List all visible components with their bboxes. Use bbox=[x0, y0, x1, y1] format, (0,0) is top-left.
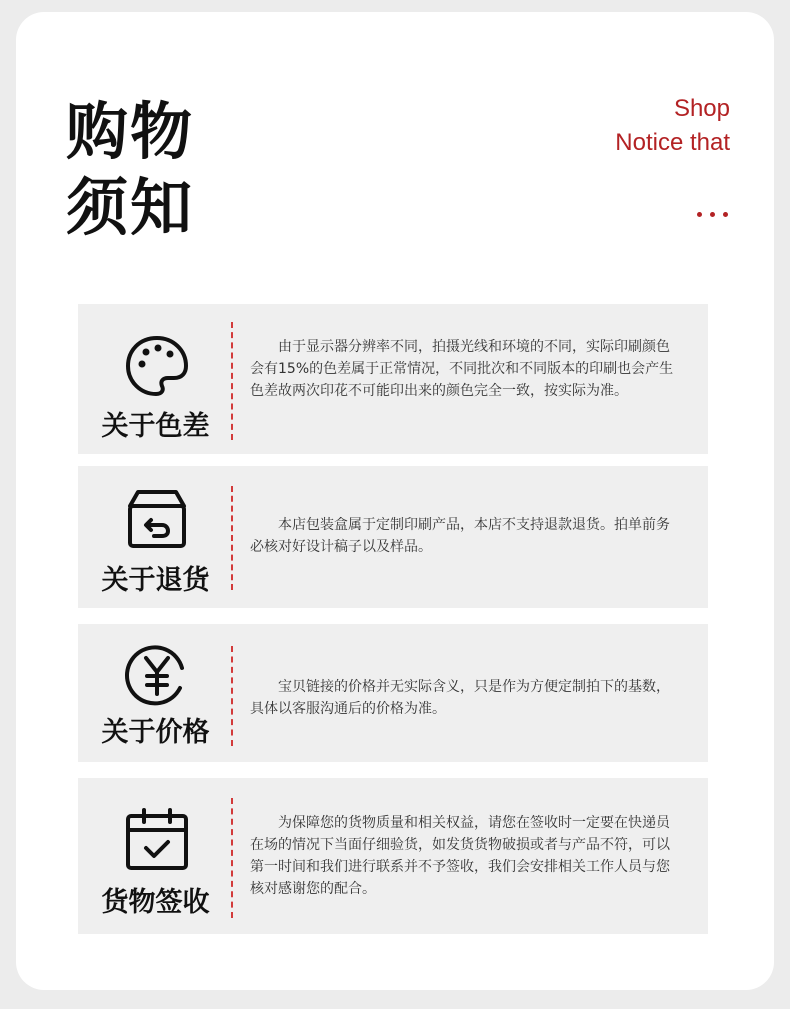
calendar-check-icon bbox=[120, 804, 194, 878]
notice-label: 关于价格 bbox=[101, 717, 210, 748]
notice-returns bbox=[78, 466, 708, 608]
notice-label: 关于色差 bbox=[101, 411, 210, 442]
notice-card bbox=[16, 12, 774, 990]
notice-color-difference bbox=[78, 304, 708, 454]
notice-price bbox=[78, 624, 708, 762]
subtitle-line-2: Notice that bbox=[615, 129, 730, 156]
palette-icon bbox=[120, 330, 194, 404]
notice-label: 货物签收 bbox=[101, 887, 210, 918]
title-line-1: 购物 bbox=[66, 95, 195, 168]
notice-text: 本店包装盒属于定制印刷产品，本店不支持退款退货。拍单前务必核对好设计稿子以及样品。 bbox=[250, 517, 670, 555]
ellipsis-dots bbox=[697, 212, 728, 217]
dashed-divider bbox=[231, 322, 233, 440]
notice-text: 为保障您的货物质量和相关权益，请您在签收时一定要在快递员在场的情况下当面仔细验货，如发货货物破损或者与产品不符，可以第一时间和我们进行联系并不予签收，我们会安排相关工作人员与您核对感谢您的配合。 bbox=[250, 815, 670, 897]
dashed-divider bbox=[231, 646, 233, 746]
notice-label: 关于退货 bbox=[101, 565, 210, 596]
title-line-2: 须知 bbox=[66, 171, 195, 244]
dashed-divider bbox=[231, 798, 233, 918]
page-title bbox=[66, 94, 194, 246]
dashed-divider bbox=[231, 486, 233, 590]
notice-delivery-signing bbox=[78, 778, 708, 934]
english-subtitle bbox=[615, 92, 730, 160]
return-box-icon bbox=[120, 482, 194, 556]
notice-text: 由于显示器分辨率不同，拍摄光线和环境的不同，实际印刷颜色会有15%的色差属于正常情况，不同批次和不同版本的印刷也会产生色差故两次印花不可能印出来的颜色完全一致，按实际为准。 bbox=[250, 339, 674, 399]
notice-text: 宝贝链接的价格并无实际含义，只是作为方便定制拍下的基数，具体以客服沟通后的价格为准。 bbox=[250, 679, 670, 717]
yen-icon bbox=[120, 638, 194, 712]
subtitle-line-1: Shop bbox=[673, 95, 730, 122]
